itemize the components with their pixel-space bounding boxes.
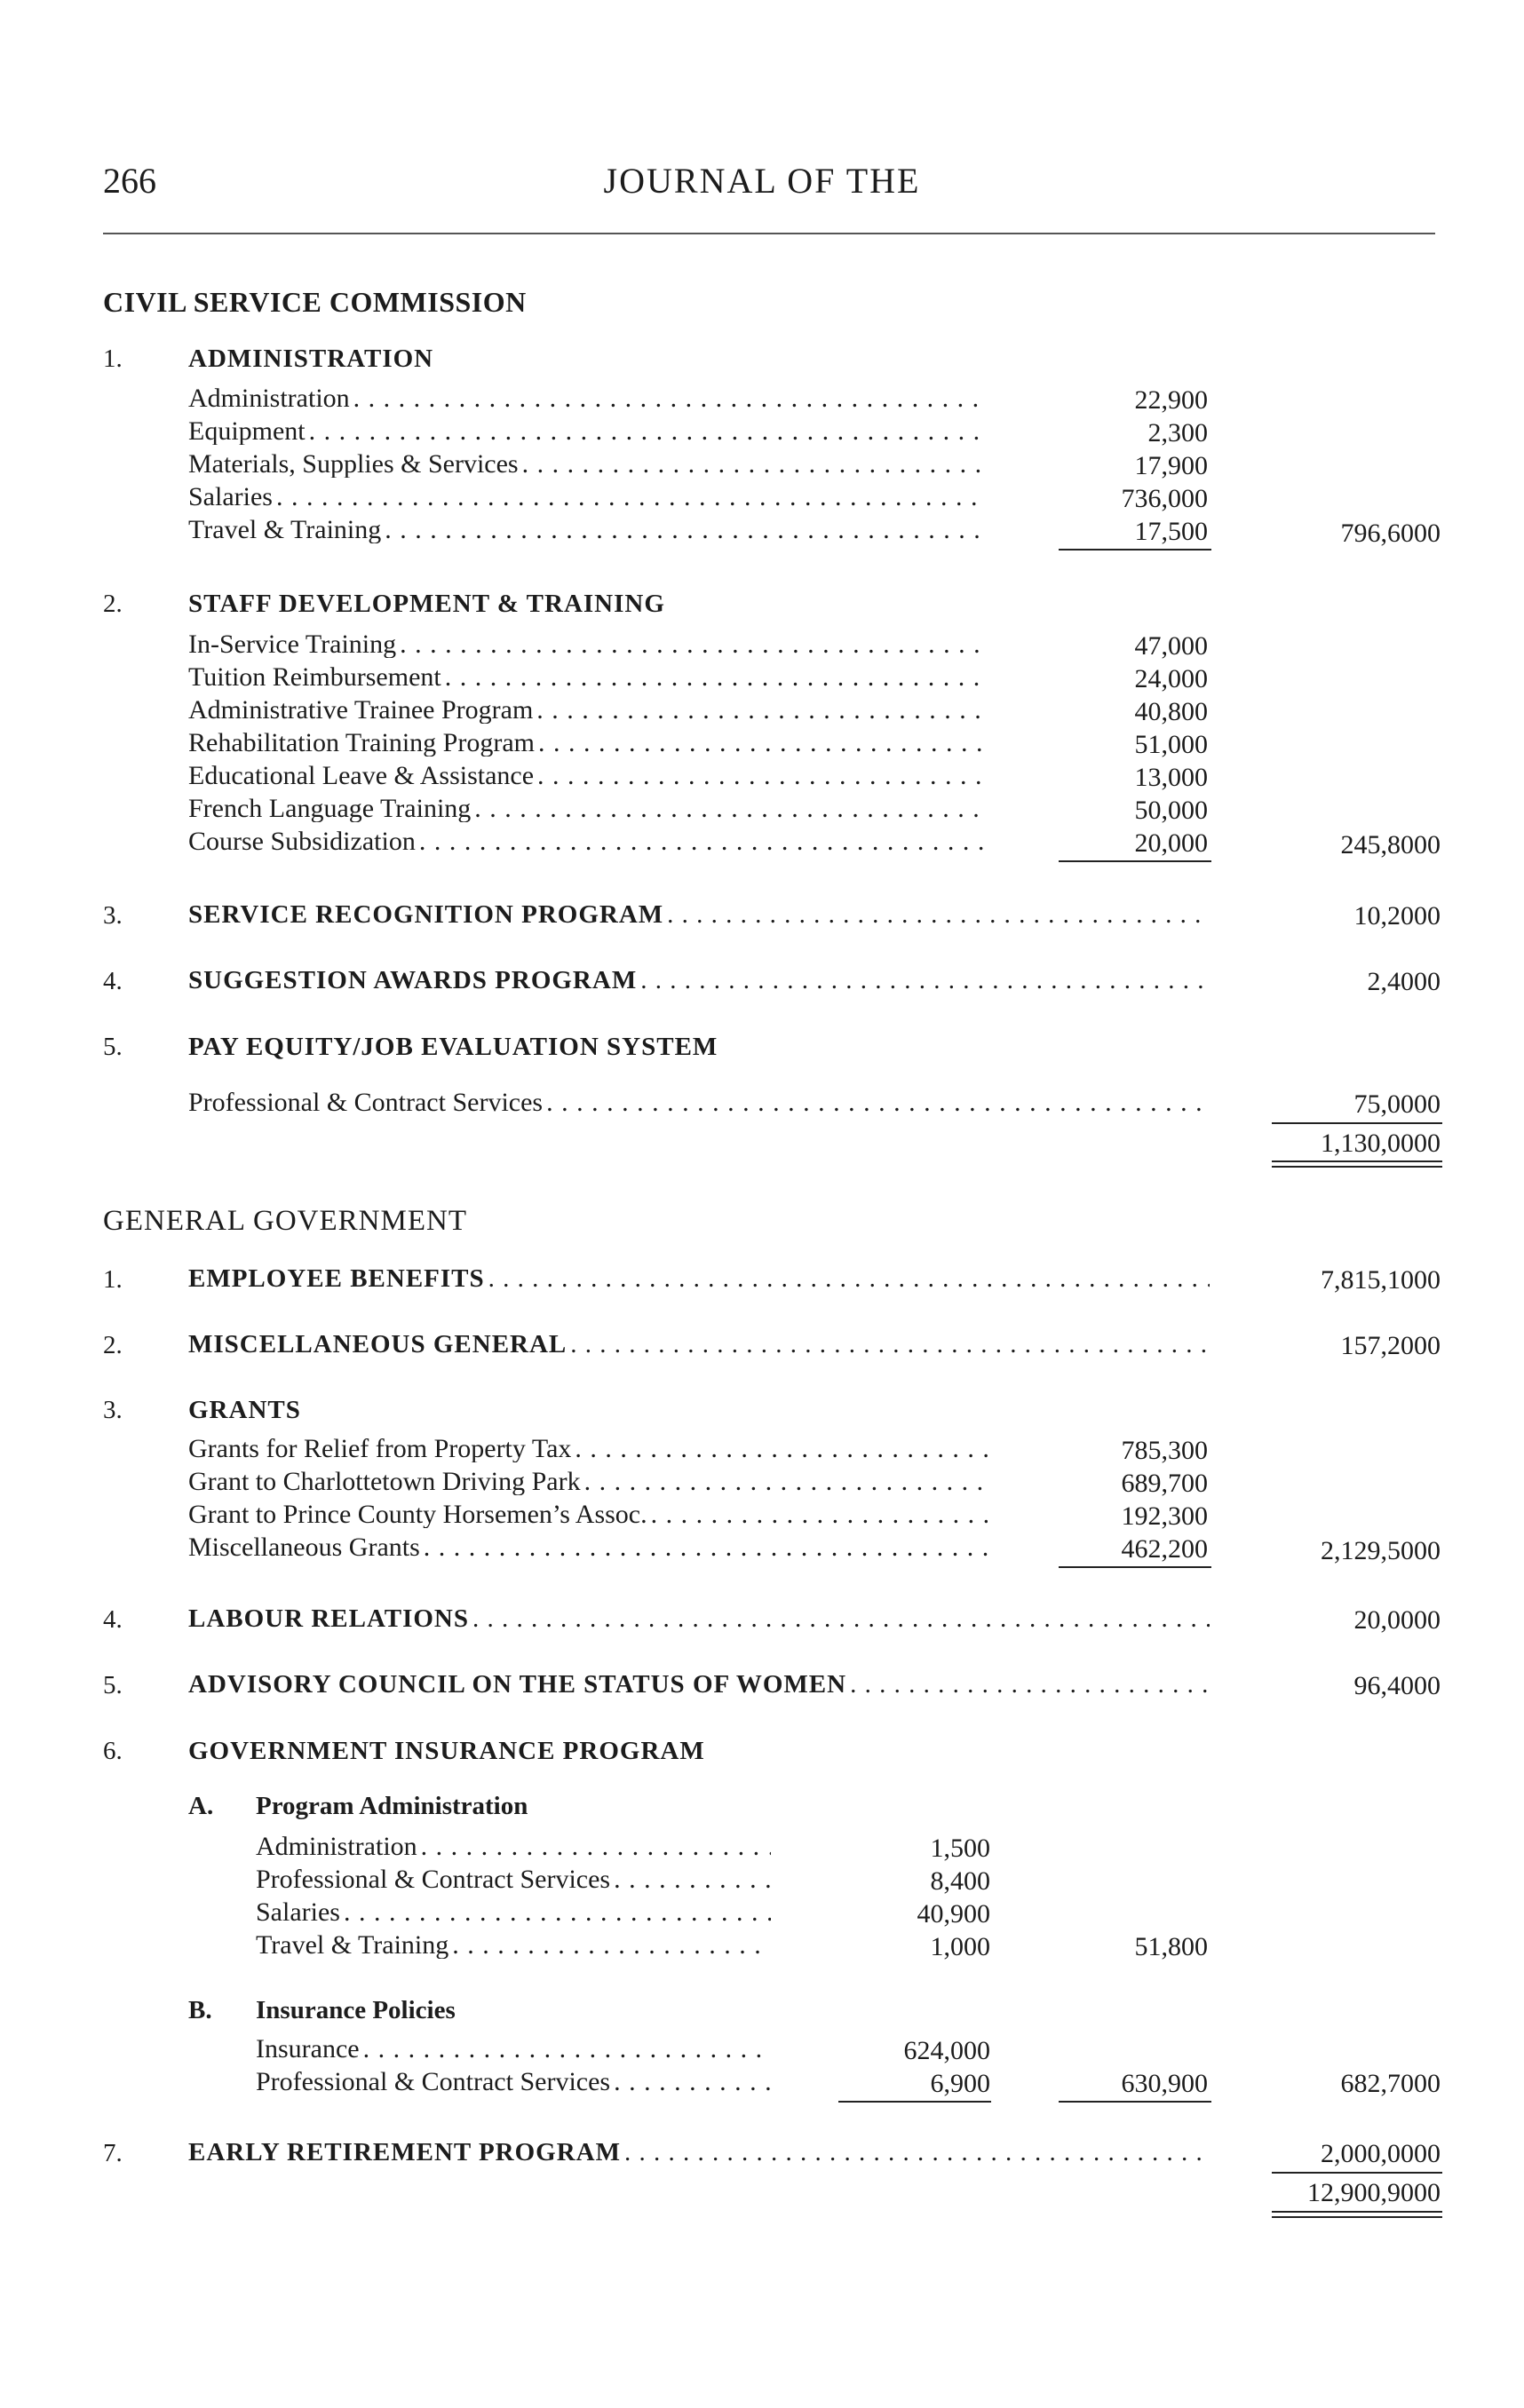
section-total: 7,815,1000 [1321,1265,1441,1295]
heading-program-administration: Program Administration [256,1792,528,1820]
item-number: 6. [103,1737,123,1765]
amount: 47,000 [1134,631,1208,661]
line-item: Grant to Charlottetown Driving Park . . . [188,1469,988,1495]
subtotal: 630,900 [1121,2069,1208,2098]
heading-employee-benefits: EMPLOYEE BENEFITS . . . [188,1265,1210,1292]
section-total: 2,000,0000 [1321,2139,1441,2168]
line-item: Salaries . . . [188,484,988,511]
section-total: 96,4000 [1353,1671,1441,1700]
heading-labour-relations: LABOUR RELATIONS . . . [188,1605,1210,1632]
double-rule-top [1272,2211,1442,2213]
item-number: 5. [103,1033,123,1061]
section-total: 682,7000 [1340,2069,1441,2098]
line-item: Educational Leave & Assistance . . . [188,763,988,789]
amount: 17,500 [1134,517,1208,546]
total-rule [1272,2172,1442,2174]
section-title-general-government: GENERAL GOVERNMENT [103,1205,467,1237]
amount: 736,000 [1121,484,1208,513]
subsection-letter: A. [188,1792,214,1820]
line-item: Miscellaneous Grants . . . [188,1534,988,1561]
heading-suggestion-awards: SUGGESTION AWARDS PROGRAM . . . [188,967,1210,994]
line-item: Travel & Training . . . [188,517,988,543]
line-item: Professional & Contract Services . . . [188,1089,1210,1116]
amount: 2,300 [1147,418,1208,448]
line-item: Administrative Trainee Program . . . [188,697,988,724]
item-number: 1. [103,1265,123,1294]
line-item: French Language Training . . . [188,796,988,822]
total-rule [1272,1122,1442,1124]
line-item: Administration . . . [256,1834,771,1860]
subsection-letter: B. [188,1996,212,2024]
subtotal-rule [1059,860,1211,862]
heading-service-recognition: SERVICE RECOGNITION PROGRAM . . . [188,901,1210,928]
page-number: 266 [103,161,156,201]
amount: 8,400 [930,1866,990,1896]
amount: 24,000 [1134,664,1208,693]
subtotal-rule [838,2101,991,2103]
line-item: Equipment . . . [188,418,988,445]
item-number: 4. [103,1605,123,1634]
line-item: Grants for Relief from Property Tax . . . [188,1436,988,1462]
heading-staff-development: STAFF DEVELOPMENT & TRAINING [188,590,665,618]
double-rule-bottom [1272,2216,1442,2218]
item-number: 4. [103,967,123,995]
line-item: Professional & Contract Services . . . [256,1866,771,1893]
line-item: Rehabilitation Training Program . . . [188,730,988,756]
heading-insurance-policies: Insurance Policies [256,1996,456,2024]
section-title-civil-service: CIVIL SERVICE COMMISSION [103,286,527,318]
section-total: 796,6000 [1340,519,1441,548]
grand-total: 1,130,0000 [1321,1129,1441,1158]
subtotal-rule [1059,1566,1211,1568]
item-number: 5. [103,1671,123,1699]
heading-government-insurance: GOVERNMENT INSURANCE PROGRAM [188,1737,705,1765]
line-item: In-Service Training . . . [188,631,988,658]
running-head: JOURNAL OF THE [603,161,921,201]
amount: 1,500 [930,1834,990,1863]
amount: 13,000 [1134,763,1208,792]
section-total: 2,4000 [1367,967,1441,996]
line-item: Materials, Supplies & Services . . . [188,451,988,478]
section-total: 157,2000 [1340,1331,1441,1360]
amount: 50,000 [1134,796,1208,825]
section-total: 20,0000 [1353,1605,1441,1635]
line-item: Administration . . . [188,385,988,412]
line-item: Course Subsidization . . . [188,828,988,855]
amount: 20,000 [1134,828,1208,858]
amount: 192,300 [1121,1501,1208,1531]
amount: 689,700 [1121,1469,1208,1498]
amount: 1,000 [930,1932,990,1961]
subtotal: 51,800 [1134,1932,1208,1961]
line-item: Grant to Prince County Horsemen’s Assoc. . . . [188,1501,988,1528]
line-item: Travel & Training . . . [256,1932,771,1959]
line-item: Insurance . . . [256,2036,771,2063]
item-number: 7. [103,2139,123,2167]
amount: 462,200 [1121,1534,1208,1564]
item-number: 1. [103,345,123,373]
amount: 40,900 [917,1899,990,1929]
subtotal-rule [1059,2101,1211,2103]
heading-pay-equity: PAY EQUITY/JOB EVALUATION SYSTEM [188,1033,718,1061]
line-item: Professional & Contract Services . . . [256,2069,771,2095]
item-number: 2. [103,1331,123,1359]
amount: 785,300 [1121,1436,1208,1465]
line-item: Tuition Reimbursement . . . [188,664,988,691]
amount: 6,900 [930,2069,990,2098]
section-total: 245,8000 [1340,830,1441,859]
grand-total: 12,900,9000 [1307,2178,1441,2207]
amount: 22,900 [1134,385,1208,415]
item-number: 2. [103,590,123,618]
amount: 624,000 [903,2036,990,2065]
section-total: 10,2000 [1353,901,1441,931]
double-rule-top [1272,1160,1442,1162]
amount: 40,800 [1134,697,1208,726]
section-total: 2,129,5000 [1321,1536,1441,1565]
amount: 17,900 [1134,451,1208,480]
heading-miscellaneous-general: MISCELLANEOUS GENERAL . . . [188,1331,1210,1358]
heading-early-retirement: EARLY RETIREMENT PROGRAM . . . [188,2139,1210,2166]
double-rule-bottom [1272,1166,1442,1168]
subtotal-rule [1059,549,1211,551]
header-rule [103,233,1435,234]
item-number: 3. [103,1396,123,1424]
amount: 51,000 [1134,730,1208,759]
section-total: 75,0000 [1353,1089,1441,1119]
heading-administration: ADMINISTRATION [188,345,434,373]
line-item: Salaries . . . [256,1899,771,1926]
item-number: 3. [103,901,123,930]
heading-grants: GRANTS [188,1396,301,1424]
heading-advisory-council: ADVISORY COUNCIL ON THE STATUS OF WOMEN . . . [188,1671,1210,1698]
